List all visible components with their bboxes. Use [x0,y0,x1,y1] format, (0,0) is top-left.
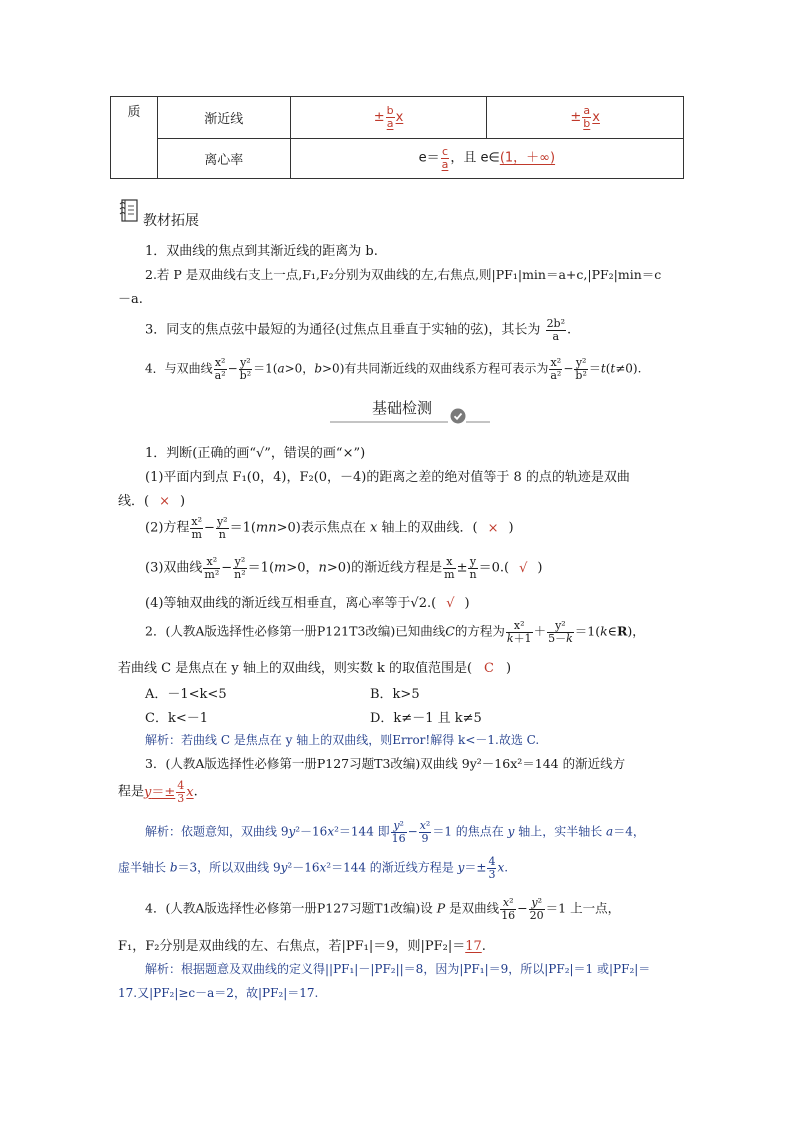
q1-stem: 1．判断(正确的画“√”，错误的画“×”) [145,446,366,461]
section-title: 基础检测 [372,399,433,417]
q1-answer-2: × [487,520,499,536]
extension-item-1: 1．双曲线的焦点到其渐近线的距离为 b. [145,244,378,259]
q4-analysis-1: 解析：根据题意及双曲线的定义得||PF₁|－|PF₂||＝8，因为|PF₁|＝9，所以|PF₂|＝1 或|PF₂|＝ [145,962,651,976]
q2-option-a: A．－1<k<5 [145,687,227,702]
q2-option-b: B．k>5 [370,687,420,702]
q1-statement-4: (4)等轴双曲线的渐近线互相垂直，离心率等于√2.( √ ) [145,596,470,611]
table-row-label: 质 [111,97,158,179]
q1-statement-3: (3)双曲线 $\frac{\text{x²}}{\text{m²}}$ − $\frac{\text{y²}}{\text{n²}}$ ＝1(m>0，n>0)的渐近线方程是 $\frac{x}{m}$ ± $\frac{y}{n}$ ＝0.( √ ) [145,555,543,581]
q3-analysis-1: 解析：依题意知，双曲线 9y²－16x²＝144 即 $\frac{\text{y²}}{16}$ − $\frac{\text{x²}}{9}$ ＝1 的焦点在 y 轴上，实半轴长 a＝4， [145,819,645,845]
q3-stem: 3．(人教A版选择性必修第一册P127习题T3改编)双曲线 9y²－16x²＝144 的渐近线方 [145,756,626,771]
q2-analysis: 解析：若曲线 C 是焦点在 y 轴上的双曲线，则Error!解得 k<－1.故选 C. [145,733,540,747]
checkmark-badge-icon [450,408,466,424]
extension-item-3: 3．同支的焦点弦中最短的为通径(过焦点且垂直于实轴的弦)，其长为 $\frac{\text{2b²}}{a}$ . [145,317,572,343]
q4-answer: 17 [465,939,482,954]
q3-answer: y＝± $\frac{4}{3}$ x [144,779,194,805]
eccentricity-label: 离心率 [157,139,290,179]
extension-item-2-cont: －a. [118,292,143,307]
extension-item-2: 2.若 P 是双曲线右支上一点,F₁,F₂分别为双曲线的左,右焦点,则|PF₁|min＝a+c,|PF₂|min＝c [145,267,662,282]
asymptote-cell-2 [487,97,684,139]
q1-statement-2: (2)方程 $\frac{\text{x²}}{m}$ − $\frac{\text{y²}}{n}$ ＝1(mn>0)表示焦点在 x 轴上的双曲线．( × ) [145,515,514,541]
q2-option-d: D．k≠－1 且 k≠5 [370,711,482,726]
notebook-icon [118,198,140,224]
q2-stem-cont: 若曲线 C 是焦点在 y 轴上的双曲线，则实数 k 的取值范围是( C ) [118,661,512,676]
asymptote-formula-1: ± $\frac{b}{a}$ x [373,104,404,130]
q1-statement-1: (1)平面内到点 F₁(0，4)，F₂(0，－4)的距离之差的绝对值等于 8 的点的轨迹是双曲 [145,470,630,485]
q1-answer-1: × [159,494,170,509]
q2-answer: C [484,661,494,676]
q1-answer-3: √ [519,560,528,576]
q3-analysis-2: 虚半轴长 b＝3，所以双曲线 9y²－16x²＝144 的渐近线方程是 y＝± $\frac{4}{3}$ x. [118,855,509,881]
asymptote-formula-2: ± $\frac{a}{b}$ x [570,104,600,130]
q2-option-c: C．k<－1 [145,711,208,726]
hyperbola-property-table [110,96,684,179]
asymptote-label: 渐近线 [157,97,290,139]
extension-title: 教材拓展 [143,213,199,229]
extension-item-4: 4．与双曲线 $\frac{\text{x²}}{\text{a²}}$ − $\frac{\text{y²}}{\text{b²}}$ ＝1(a>0，b>0)有共同渐近线的双曲线系方程可表示为 $\frac{\text{x²}}{\text{a²}}$ − $\frac{\text{y²}}{\text{b²}}$ ＝t(t≠0). [145,356,642,382]
q1-answer-4: √ [446,596,455,611]
q4-stem: 4．(人教A版选择性必修第一册P127习题T1改编)设 P 是双曲线 $\frac{\text{x²}}{16}$ − $\frac{\text{y²}}{20}$ ＝1 上一点， [145,896,621,922]
eccentricity-cell: e＝ $\frac{c}{a}$ ，且 e∈(1，＋∞) [290,139,683,179]
asymptote-cell-1 [290,97,487,139]
q4-analysis-2: 17.又|PF₂|≥c－a＝2，故|PF₂|＝17. [118,986,319,1000]
q4-stem-cont: F₁，F₂分别是双曲线的左、右焦点，若|PF₁|＝9，则|PF₂|＝17. [118,939,486,954]
q2-stem: 2．(人教A版选择性必修第一册P121T3改编)已知曲线C的方程为 $\frac{\text{x²}}{k+1}$ ＋ $\frac{\text{y²}}{5-k}$ ＝1(k∈R)， [145,619,645,645]
q1-statement-1-cont: 线．( × ) [118,494,186,509]
q3-stem-cont: 程是y＝± $\frac{4}{3}$ x. [118,779,198,805]
